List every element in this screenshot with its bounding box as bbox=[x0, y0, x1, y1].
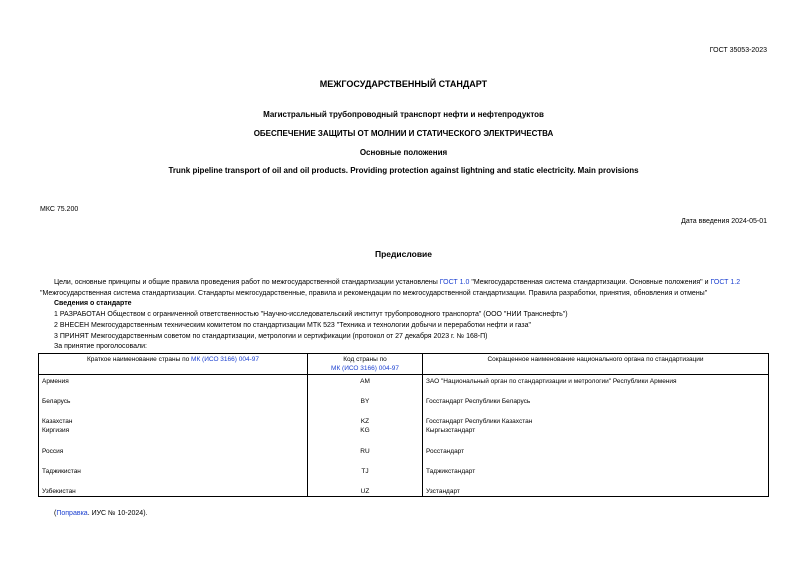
foreword-text: "Межгосударственная система стандартизации. Основные положения" и bbox=[469, 279, 711, 286]
table-cell-country: Таджикистан bbox=[42, 468, 81, 475]
note-text: ( bbox=[54, 510, 57, 517]
foreword-heading: Предисловие bbox=[374, 249, 433, 259]
title-sub: Основные положения bbox=[359, 148, 448, 157]
country-code-header bbox=[308, 354, 423, 375]
country-code-column bbox=[308, 375, 423, 497]
voting-countries-table bbox=[38, 353, 769, 497]
header-text: Код страны по bbox=[343, 356, 387, 363]
table-cell-code: TJ bbox=[361, 468, 369, 475]
amendment-link[interactable]: Поправка bbox=[56, 510, 88, 517]
national-body-column bbox=[423, 375, 769, 497]
table-cell-country: Россия bbox=[42, 448, 64, 455]
amendment-note bbox=[54, 510, 147, 517]
voted-label: За принятие проголосовали: bbox=[54, 343, 147, 350]
mks-code: МКС 75.200 bbox=[40, 206, 79, 213]
subject-heading: Магистральный трубопроводный транспорт нефти и нефтепродуктов bbox=[263, 110, 544, 119]
table-cell-country: Беларусь bbox=[42, 398, 71, 405]
country-name-header bbox=[39, 354, 308, 375]
introduction-date: Дата введения 2024-05-01 bbox=[681, 218, 767, 225]
country-name-column bbox=[39, 375, 308, 497]
table-body-row bbox=[39, 375, 769, 497]
table-cell-country: Армения bbox=[42, 378, 69, 385]
item-developed: 1 РАЗРАБОТАН Обществом с ограниченной ответственностью "Научно-исследовательский институт трубопроводного транспорта" (ООО "НИИ Транснефть") bbox=[54, 311, 568, 318]
standard-type-heading: МЕЖГОСУДАРСТВЕННЫЙ СТАНДАРТ bbox=[319, 79, 488, 89]
foreword-text: Цели, основные принципы и общие правила проведения работ по межгосударственной стандартизации установлены bbox=[54, 279, 440, 286]
table-cell-code: BY bbox=[360, 398, 370, 405]
table-cell-country: Узбекистан bbox=[42, 488, 76, 495]
table-cell-body: Таджикстандарт bbox=[426, 468, 476, 475]
foreword-paragraph-line2: "Межгосударственная система стандартизации. Стандарты межгосударственные, правила и рекомендации по межгосударственной стандартизации. Правила разработки, принятия, обновления и отмены" bbox=[40, 290, 708, 297]
item-adopted: 3 ПРИНЯТ Межгосударственным советом по стандартизации, метрологии и сертификации (протокол от 27 декабря 2023 г. № 168-П) bbox=[54, 333, 488, 340]
national-body-header: Сокращенное наименование национального органа по стандартизации bbox=[423, 354, 769, 375]
table-header-row bbox=[39, 354, 769, 375]
table-cell-country: Киргизия bbox=[42, 427, 70, 434]
mk-iso-3166-link[interactable]: МК (ИСО 3166) 004-97 bbox=[331, 365, 399, 372]
header-text: Краткое наименование страны по bbox=[87, 356, 192, 363]
title-english: Trunk pipeline transport of oil and oil products. Providing protection against lightning and static electricity. Main provisions bbox=[168, 166, 639, 175]
table-cell-code: KG bbox=[360, 427, 370, 434]
gost-1-0-link[interactable]: ГОСТ 1.0 bbox=[439, 279, 470, 286]
title-main: ОБЕСПЕЧЕНИЕ ЗАЩИТЫ ОТ МОЛНИИ И СТАТИЧЕСКОГО ЭЛЕКТРИЧЕСТВА bbox=[253, 129, 554, 138]
table-cell-body: Узстандарт bbox=[426, 488, 460, 495]
table-cell-body: Кыргызстандарт bbox=[426, 427, 476, 434]
table-cell-code: RU bbox=[360, 448, 370, 455]
about-standard-heading: Сведения о стандарте bbox=[54, 300, 132, 307]
table-cell-code: UZ bbox=[360, 488, 370, 495]
table-cell-country: Казахстан bbox=[42, 418, 73, 425]
foreword-paragraph-line1 bbox=[54, 279, 740, 286]
table-cell-code: AM bbox=[360, 378, 370, 385]
table-cell-body: Госстандарт Республики Беларусь bbox=[426, 398, 531, 405]
mk-iso-3166-link[interactable]: МК (ИСО 3166) 004-97 bbox=[191, 356, 259, 363]
table-cell-body: Госстандарт Республики Казахстан bbox=[426, 418, 533, 425]
table-cell-body: Росстандарт bbox=[426, 448, 465, 455]
table-cell-code: KZ bbox=[360, 418, 370, 425]
item-introduced: 2 ВНЕСЕН Межгосударственным техническим комитетом по стандартизации МТК 523 "Техника и технологии добычи и переработки нефти и газа" bbox=[54, 322, 531, 329]
table-cell-body: ЗАО "Национальный орган по стандартизации и метрологии" Республики Армения bbox=[426, 378, 677, 385]
document-number: ГОСТ 35053-2023 bbox=[709, 47, 767, 54]
note-text: . ИУС № 10-2024). bbox=[87, 510, 148, 517]
gost-1-2-link[interactable]: ГОСТ 1.2 bbox=[710, 279, 741, 286]
